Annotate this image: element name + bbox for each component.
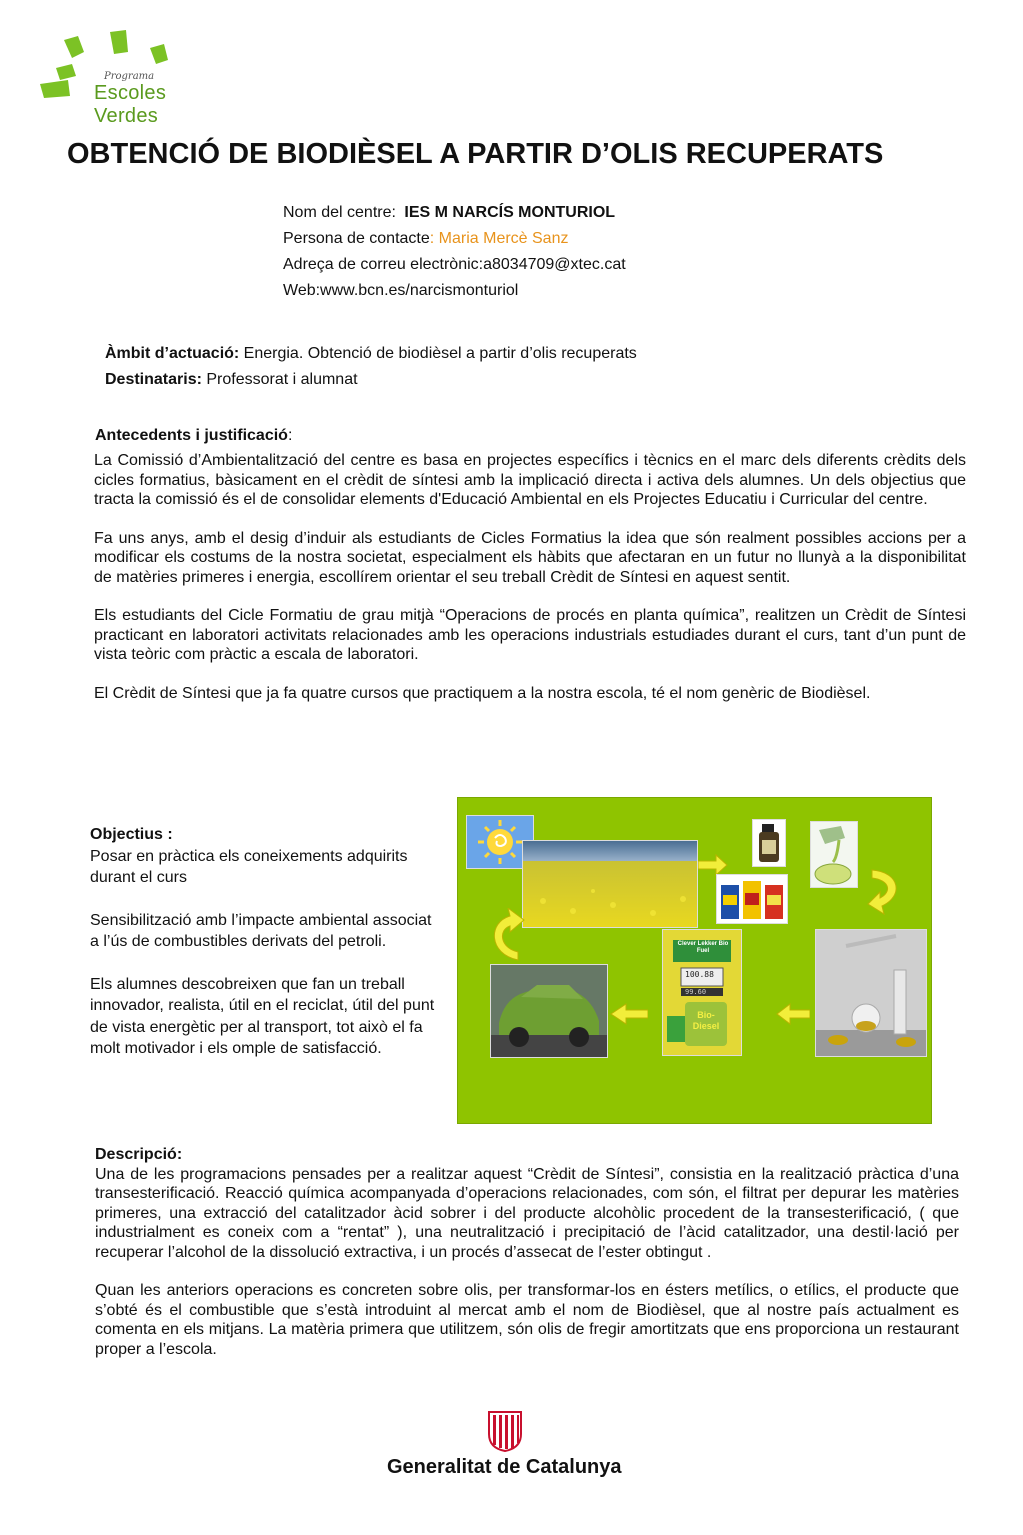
page-title: OBTENCIÓ DE BIODIÈSEL A PARTIR D’OLIS RECUPERATS — [67, 138, 884, 170]
logo-name-text: Escoles Verdes — [94, 82, 167, 127]
rapeseed-field-image — [522, 840, 698, 928]
arrow-right-icon — [698, 854, 728, 876]
antecedents-heading — [95, 426, 292, 446]
pump-brand-label: Clever Lekker Bio Fuel — [677, 941, 729, 954]
escoles-verdes-logo — [38, 28, 228, 127]
descripcio-paragraph-1: Una de les programacions pensades per a realitzar aquest “Crèdit de Síntesi”, consistia en la realització pràctica d’una transesterificació. Reacció química acompanyada d’operacions relacionades, com són, el filtrat per depurar les matèries primeres, una extracció del catalitzador àcid sobrer i del producte alcohòlic procedent de la transesterificació, ( que industrialment es coneix com a “rentat” ), una neutralització i precipitació de l’àcid catalitzador, una destil·lació per recuperar l’alcohol de la dissolució extractiva, i un procés d’assecat de l’ester obtingut . — [95, 1165, 959, 1261]
arrow-left-icon-2 — [610, 1003, 648, 1025]
web-line: Web:www.bcn.es/narcismonturiol — [283, 282, 519, 299]
ambit-value: Energia. Obtenció de biodièsel a partir d’olis recuperats — [239, 345, 637, 362]
contact-line — [283, 226, 626, 252]
descripcio-paragraph-2: Quan les anteriors operacions es concreten sobre olis, per transformar-los en ésters metílics, o etílics, el producte que s’obté és el combustible que s’està introduint al mercat amb el nom de Biodièsel, que al nostre país actualment es comenta en els mitjans. La matèria primera que utilitzem, són olis de fregir amortitzats que ens proporciona un restaurant proper a l’escola. — [95, 1282, 959, 1358]
centre-info — [283, 200, 626, 304]
antecedents-paragraph-2: Fa uns anys, amb el desig d’induir als estudiants de Cicles Formatius la idea que són realment possibles accions per a modificar els costums de la nostra societat, especialment els hàbits que afectaran en un futur no llunyà a la disponibilitat de matèries primeres i energia, escollírem orientar el seu treball Crèdit de Síntesi en aquest sentit. — [94, 529, 966, 586]
generalitat-emblem-icon — [487, 1410, 523, 1452]
laboratory-flask-image — [815, 929, 927, 1057]
centre-value: IES M NARCÍS MONTURIOL — [404, 204, 616, 221]
generalitat-brand: Generalitat de Catalunya — [387, 1456, 622, 1478]
descripcio-heading: Descripció: — [95, 1146, 183, 1163]
objectius-heading: Objectius : — [90, 826, 173, 843]
objectius-section — [90, 824, 435, 1060]
biodiesel-pump-image — [662, 929, 742, 1056]
logo-program-text: Programa — [104, 71, 155, 82]
curved-arrow-up-icon — [488, 908, 526, 962]
grass-car-image — [490, 964, 608, 1058]
antecedents-paragraph-1: La Comissió d’Ambientalització del centre es basa en projectes específics i tècnics en el marc dels diferents crèdits dels cicles formatius, bàsicament en el crèdit de síntesi amb la implicació directa i activa dels alumnes. Un dels objectius que tracta la comissió és el de consolidar elements d'Educació Ambiental en els Projectes Educatiu i Curricular del centre. — [94, 452, 966, 508]
ambit-line — [105, 341, 637, 367]
scope-block — [105, 341, 637, 393]
antecedents-heading-text: Antecedents i justificació — [95, 427, 288, 444]
objectius-paragraph-1: Posar en pràctica els coneixements adquirits durant el curs — [90, 847, 408, 886]
pump-display-1: 100.88 — [685, 970, 714, 979]
antecedents-paragraph-3: Els estudiants del Cicle Formatiu de grau mitjà “Operacions de procés en planta química”, realitzen un Crèdit de Síntesi practicant en laboratori activitats relacionades amb les operacions industrials estudiades durant el curs, tant d’un punt de vista teòric com pràctic a escala de laboratori. — [94, 607, 966, 663]
contact-label: Persona de contacte — [283, 230, 430, 247]
destinataris-line — [105, 367, 637, 393]
contact-value: : Maria Mercè Sanz — [429, 230, 569, 247]
destinataris-value: Professorat i alumnat — [201, 371, 358, 388]
antecedents-paragraph-4: El Crèdit de Síntesi que ja fa quatre cursos que practiquem a la nostra escola, té el nom genèric de Biodièsel. — [94, 684, 871, 702]
pouring-oil-image — [810, 821, 858, 888]
motor-oil-bottles-image — [716, 874, 788, 924]
email-line: Adreça de correu electrònic:a8034709@xtec.cat — [283, 256, 626, 273]
centre-label: Nom del centre: — [283, 204, 396, 221]
biodiesel-cycle-diagram — [457, 797, 932, 1124]
ambit-label: Àmbit d’actuació: — [105, 345, 240, 362]
pump-display-2: 99.60 — [685, 988, 707, 996]
curved-arrow-down-icon — [866, 866, 906, 918]
objectius-paragraph-2: Sensibilització amb l’impacte ambiental associat a l’ús de combustibles derivats del petroli. — [90, 911, 432, 950]
destinataris-label: Destinataris: — [105, 371, 202, 388]
objectius-paragraph-3: Els alumnes descobreixen que fan un treball innovador, realista, útil en el reciclat, útil del punt de vista energètic per al transport, tot això el fa molt motivador i els omple de satisfacció. — [90, 975, 435, 1057]
centre-name-line — [283, 200, 626, 226]
antecedents-body — [94, 451, 966, 703]
oil-bottle-image — [752, 819, 786, 867]
arrow-left-icon — [776, 1003, 810, 1025]
antecedents-heading-colon: : — [287, 427, 293, 444]
descripcio-section — [95, 1145, 959, 1359]
pump-sign: Bio-Diesel — [692, 1010, 720, 1031]
